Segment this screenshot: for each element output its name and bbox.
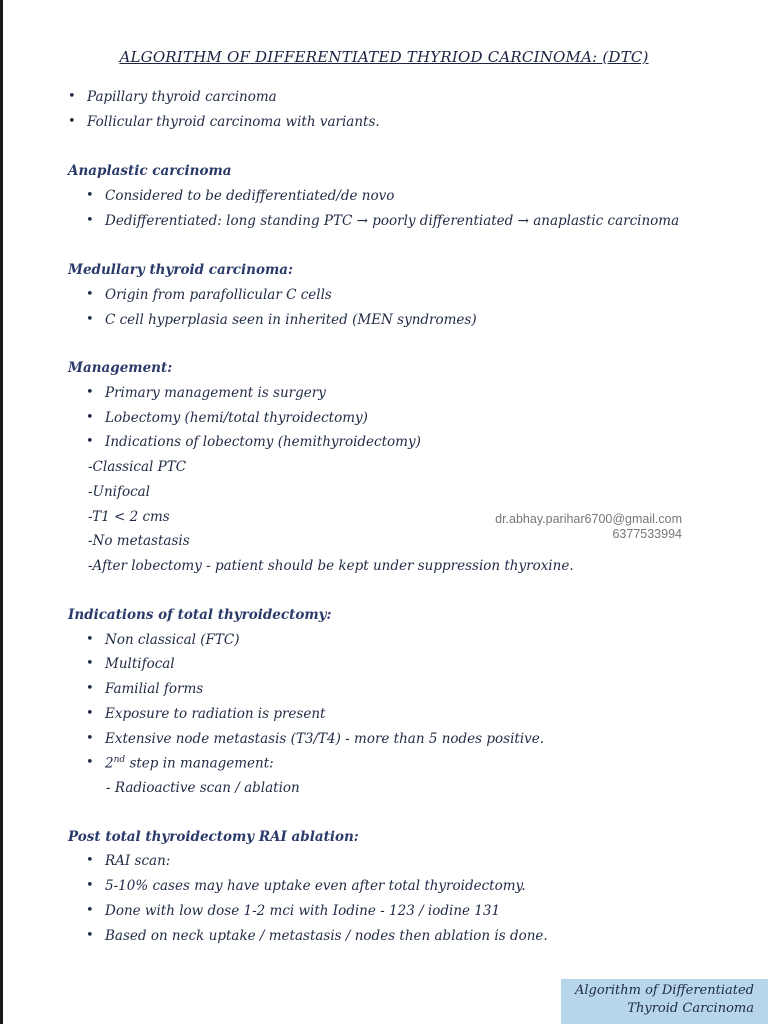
step-sup: nd [113, 755, 126, 765]
footer-label [561, 979, 768, 1024]
footer-line-2: Thyroid Carcinoma [627, 1001, 754, 1016]
step-prefix: 2 [105, 755, 114, 772]
step-suffix: step in management: [125, 755, 274, 772]
list-item: • Based on neck uptake / metastasis / nodes then ablation is done. [105, 928, 548, 944]
contact-phone: 6377533994 [612, 527, 682, 541]
list-item: • Origin from parafollicular C cells [105, 287, 332, 303]
sub-item: -Unifocal [88, 484, 151, 500]
list-item: • Papillary thyroid carcinoma [87, 89, 277, 105]
list-item: • Lobectomy (hemi/total thyroidectomy) [105, 410, 368, 426]
list-item: • Indications of lobectomy (hemithyroidectomy) [105, 434, 421, 450]
section-heading-total-thyroidectomy: Indications of total thyroidectomy: [68, 607, 332, 623]
list-item: • 5-10% cases may have uptake even after total thyroidectomy. [105, 878, 526, 894]
list-item-step [105, 755, 274, 772]
sub-item: -T1 < 2 cms [88, 509, 170, 525]
list-item: • Follicular thyroid carcinoma with variants. [87, 114, 380, 130]
sub-item: - Radioactive scan / ablation [106, 780, 300, 796]
list-item: • RAI scan: [105, 853, 170, 869]
list-item: • Extensive node metastasis (T3/T4) - more than 5 nodes positive. [105, 731, 544, 747]
section-heading-anaplastic: Anaplastic carcinoma [68, 163, 232, 179]
list-item: • Exposure to radiation is present [105, 706, 325, 722]
section-heading-rai: Post total thyroidectomy RAI ablation: [68, 829, 359, 845]
list-item: • Done with low dose 1-2 mci with Iodine - 123 / iodine 131 [105, 903, 500, 919]
list-item: • Considered to be dedifferentiated/de novo [105, 188, 394, 204]
list-item: • Multifocal [105, 656, 175, 672]
contact-email: dr.abhay.parihar6700@gmail.com [495, 512, 682, 526]
footer-line-1: Algorithm of Differentiated [574, 983, 754, 998]
sub-item: -Classical PTC [88, 459, 187, 475]
list-item: • C cell hyperplasia seen in inherited (MEN syndromes) [105, 312, 477, 328]
list-item: • Dedifferentiated: long standing PTC → poorly differentiated → anaplastic carcinoma [105, 213, 679, 229]
page-title: ALGORITHM OF DIFFERENTIATED THYRIOD CARCINOMA: (DTC) [119, 48, 649, 66]
list-item: • Primary management is surgery [105, 385, 326, 401]
list-item: • Non classical (FTC) [105, 632, 239, 648]
section-heading-management: Management: [68, 360, 173, 376]
sub-item: -No metastasis [88, 533, 190, 549]
sub-item: -After lobectomy - patient should be kept under suppression thyroxine. [88, 558, 574, 574]
list-item: • Familial forms [105, 681, 203, 697]
section-heading-medullary: Medullary thyroid carcinoma: [68, 262, 293, 278]
